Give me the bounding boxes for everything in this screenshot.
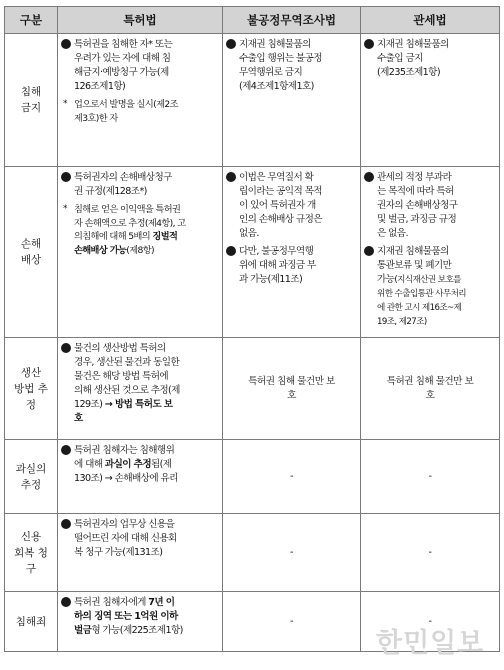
- bullet-icon: [61, 172, 71, 182]
- bullet-icon: [61, 343, 71, 353]
- table-row: [5, 514, 500, 592]
- header-row: [5, 7, 500, 34]
- unfair-trade-cell: 이법은 무역질서 확 립이라는 공익적 목적 이 있어 특허권자 개 인의 손해배상 규정은 없음. 다만, 불공정무역행 위에 대해 과징금 부 과 가능(제11조): [223, 167, 361, 338]
- row-label: 신용 회복 청 구: [5, 514, 58, 592]
- bullet-icon: [226, 39, 236, 49]
- row-label: 침해죄: [5, 592, 58, 652]
- bullet-icon: [364, 172, 374, 182]
- bullet-icon: [364, 39, 374, 49]
- bullet-icon: [364, 246, 374, 256]
- patent-cell: 특허권 침해자에게 7년 이 하의 징역 또는 1억원 이하 벌금형 가능(제225조제1항): [58, 592, 223, 652]
- customs-cell: 관세의 적정 부과라 는 목적에 따라 특허 권자의 손해배상청구 및 벌금, 과징금 규정 은 없음. 지재권 침해물품의 통관보류 및 폐기만 가능(지식재산권 보호를 위한 수출입통관 사무처리 에 관한 고시 제16조~제 19조, 제27조): [361, 167, 500, 338]
- row-label: 생산 방법 추 정: [5, 338, 58, 440]
- patent-cell: 특허권을 침해한 자* 또는 우려가 있는 자에 대해 침 해금지·예방청구 가능(제 126조제1항) * 업으로서 발명을 실시(제2조 제3호)한 자: [58, 34, 223, 167]
- bullet-icon: [61, 445, 71, 455]
- unfair-trade-cell: -: [223, 514, 361, 592]
- customs-cell: -: [361, 592, 500, 652]
- unfair-trade-cell: 지재권 침해물품의 수출입 행위는 불공정 무역행위로 금지 (제4조제1항제1호): [223, 34, 361, 167]
- patent-cell: 특허권자의 업무상 신용을 떨어뜨린 자에 대해 신용회 복 청구 가능(제131조): [58, 514, 223, 592]
- header-category: 구분: [5, 7, 58, 34]
- bullet-icon: [61, 39, 71, 49]
- patent-cell: 물건의 생산방법 특허의 경우, 생산된 물건과 동일한 물건은 해당 방법 특허에 의해 생산된 것으로 추정(제 129조) → 방법 특허도 보 호: [58, 338, 223, 440]
- customs-cell: 지재권 침해물품의 수출입 금지 (제235조제1항): [361, 34, 500, 167]
- header-patent-act: 특허법: [58, 7, 223, 34]
- bullet-icon: [61, 519, 71, 529]
- table-row: [5, 440, 500, 514]
- header-unfair-trade-act: 불공정무역조사법: [223, 7, 361, 34]
- unfair-trade-cell: -: [223, 592, 361, 652]
- customs-cell: -: [361, 514, 500, 592]
- asterisk-icon: *: [63, 99, 67, 109]
- watermark-logo: 한민일보: [376, 628, 485, 659]
- header-customs-act: 관세법: [361, 7, 500, 34]
- bullet-icon: [61, 597, 71, 607]
- patent-cell: 특허권자의 손해배상청구 권 규정(제128조*) * 침해로 얻은 이익액을 특허권 자 손해액으로 추정(제4항), 고 의침해에 대해 5배의 징벌적 손해배상 가능(제8항): [58, 167, 223, 338]
- row-label: 과실의 추정: [5, 440, 58, 514]
- table-row: [5, 34, 500, 167]
- patent-cell: 특허권 침해자는 침해행위 에 대해 과실이 추정됨(제 130조) → 손해배상에 유리: [58, 440, 223, 514]
- customs-cell: -: [361, 440, 500, 514]
- asterisk-icon: *: [63, 204, 67, 214]
- customs-cell: 특허권 침해 물건만 보 호: [361, 338, 500, 440]
- bullet-icon: [226, 246, 236, 256]
- unfair-trade-cell: 특허권 침해 물건만 보 호: [223, 338, 361, 440]
- table-row: [5, 167, 500, 338]
- row-label: 손해 배상: [5, 167, 58, 338]
- bullet-icon: [226, 172, 236, 182]
- table-row: [5, 338, 500, 440]
- row-label: 침해 금지: [5, 34, 58, 167]
- comparison-table: [4, 6, 500, 652]
- unfair-trade-cell: -: [223, 440, 361, 514]
